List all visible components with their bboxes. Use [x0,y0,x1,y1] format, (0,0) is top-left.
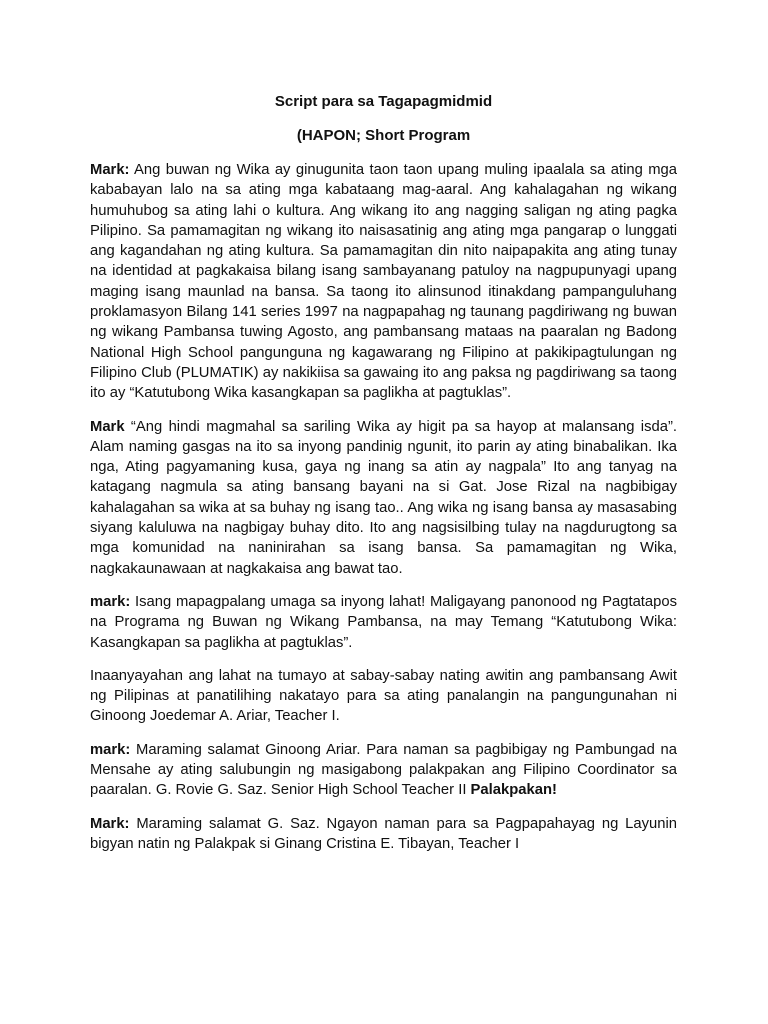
applause-cue: Palakpakan! [470,782,557,799]
speaker-label: mark: [90,593,131,610]
paragraph-text: Inaanyayahan ang lahat na tumayo at sabay-sabay nating awitin ang pambansang Awit ng Pilipinas at panatilihing nakatayo para sa ating panalangin na pangungunahan ni Ginoong Joedemar A. Ariar, Teacher I. [90,667,677,725]
paragraph-text: Isang mapagpalang umaga sa inyong lahat! Maligayang panonood ng Pagtatapos na Programa ng Buwan ng Wikang Pambansa, na may Temang “Katutubong Wika: Kasangkapan sa paglikha at pagtuklas”. [90,593,677,651]
document-subtitle: (HAPON; Short Program [296,127,471,144]
paragraph-text: “Ang hindi magmahal sa sariling Wika ay higit pa sa hayop at malansang isda”. Alam naming gasgas na ito sa inyong pandinig ngunit, ito parin ay ating binabalikan. Ika nga, Ating pagyamaning kusa, gaya ng inang sa atin ay nagpala” Ito ang tanyag na katagang nagmula sa ating bansang bayani na si Gat. Jose Rizal na nagbibigay kahalagahan sa wika at sa buhay ng isang tao.. Ang wika ng isang bansa ay masasabing siyang kaluluwa na nagbigay buhay dito. Ito ang nagsisilbing tulay na nagdurugtong sa mga komunidad na naninirahan sa isang bansa. Sa pamamagitan ng Wika, nagkakaunawaan at nagkakaisa ang bawat tao. [90,418,677,577]
script-paragraph-1 [90,160,677,404]
script-paragraph-4 [90,666,677,727]
paragraph-text: Maraming salamat G. Saz. Ngayon naman para sa Pagpapahayag ng Layunin bigyan natin ng Palakpak si Ginang Cristina E. Tibayan, Teacher I [90,815,677,852]
speaker-label: Mark: [90,815,130,832]
speaker-label: Mark: [90,162,130,178]
speaker-label: Mark [90,418,125,435]
script-paragraph-5 [90,740,677,801]
paragraph-text: Maraming salamat Ginoong Ariar. Para naman sa pagbibigay ng Pambungad na Mensahe ay ating salubungin ng masigabong palakpakan ang Filipino Coordinator sa paaralan. G. Rovie G. Saz. Senior High School Teacher II [90,741,677,799]
document-title: Script para sa Tagapagmidmid [274,93,493,110]
document-page [90,90,677,867]
script-paragraph-6 [90,814,677,855]
script-paragraph-3 [90,592,677,653]
paragraph-text: Ang buwan ng Wika ay ginugunita taon taon upang muling ipaalala sa ating mga kababayan lalo na sa ating mga kabataang mag-aaral. Ang kahalagahan ng wikang humuhubog sa ating lahi o kultura. Ang wikang ito ang nagging saligan ng ating pagka Pilipino. Sa pamamagitan ng wikang ito naisasatinig ang ating mga pangarap o lunggati ang kagandahan ng ating kultura. Sa pamamagitan din nito naipapakita ang ating tunay na identidad at pagkakaisa bilang isang sambayanang patuloy na nagpupunyagi upang maging isang maunlad na bansa. Sa taong ito alinsunod itinakdang pampanguluhang proklamasyon Bilang 141 series 1997 na nagpapahag ng taunang pagdiriwang ng buwan ng wikang Pambansa tuwing Agosto, ang pambansang mataas na paaralan ng Badong National High School pangunguna ng kagawarang ng Filipino at pakikipagtulungan ng Filipino Club (PLUMATIK) ay nakikiisa sa gawaing ito ang paksa ng pagdiriwang sa taong ito ay “Katutubong Wika kasangkapan sa paglikha at pagtuklas”. [90,162,677,402]
speaker-label: mark: [90,741,131,758]
script-paragraph-2 [90,417,677,579]
